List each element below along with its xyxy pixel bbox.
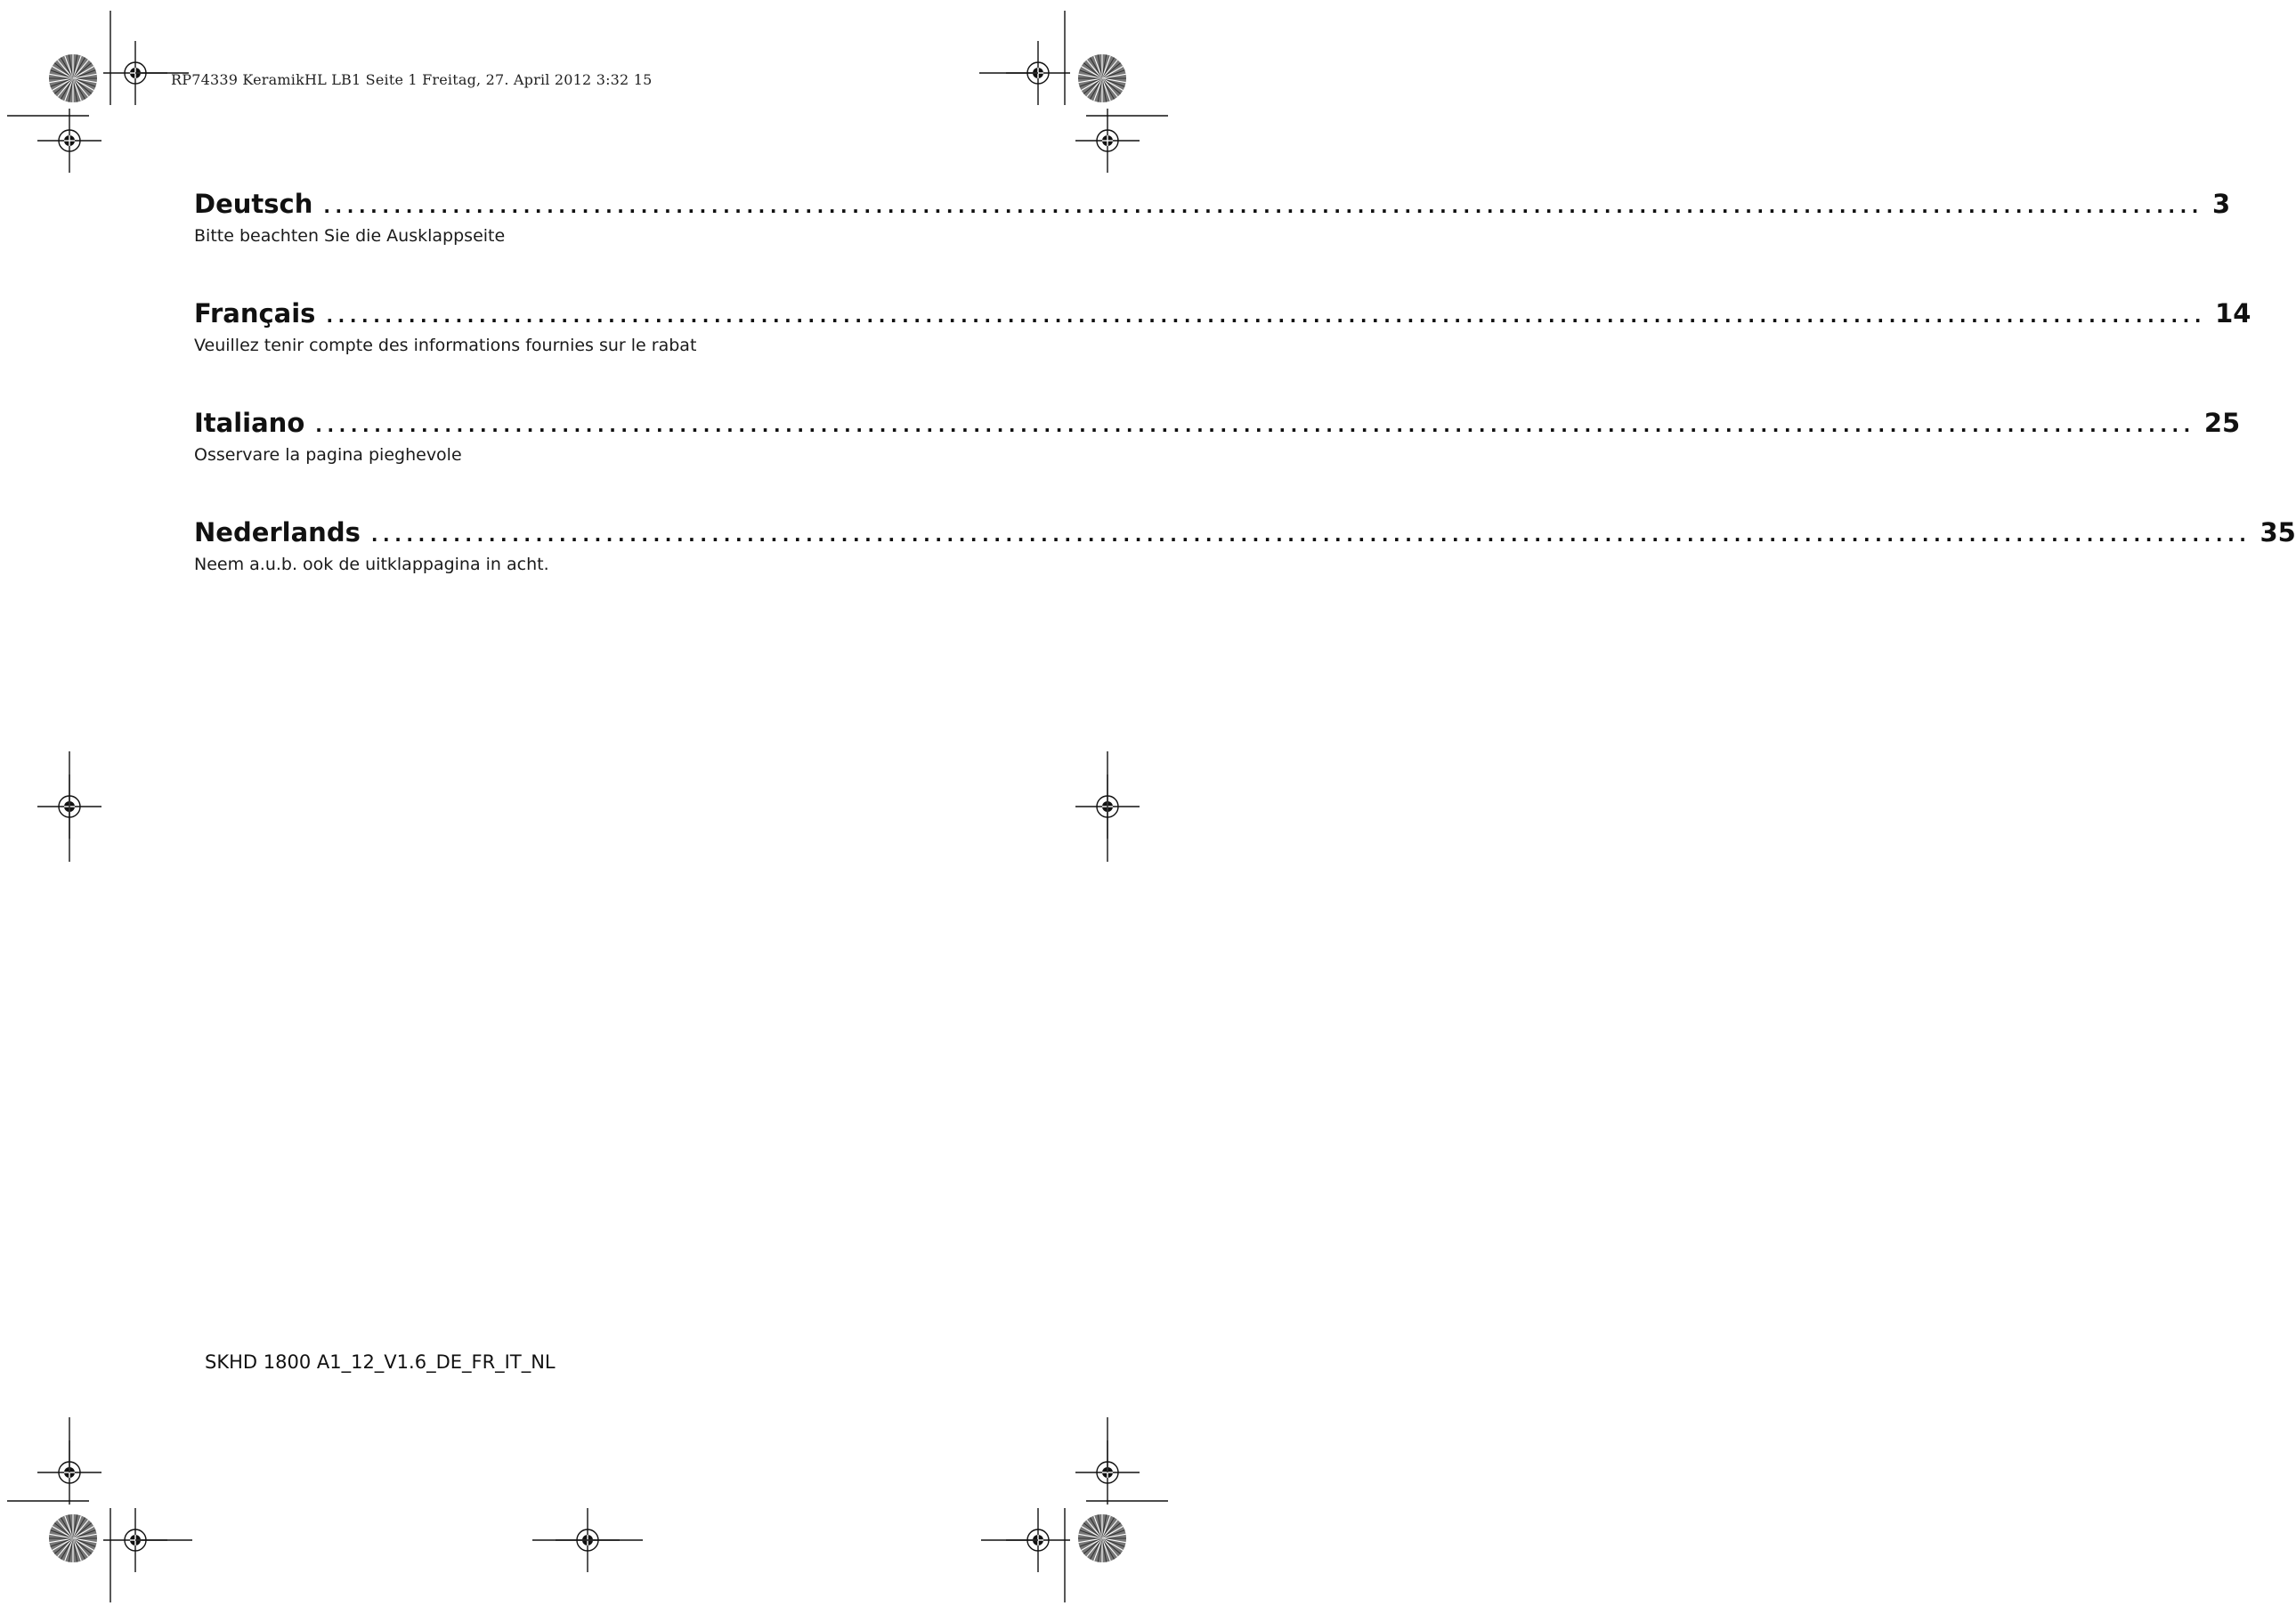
starburst-mark-top-left — [49, 54, 97, 102]
dot-leader: ................................................................................................................................................................ — [326, 305, 2207, 327]
toc-entry-nederlands — [194, 517, 2296, 574]
registration-target — [37, 1440, 101, 1505]
toc-entry-deutsch — [194, 189, 2231, 246]
dot-leader: ................................................................................................................................................................ — [370, 524, 2251, 546]
dot-leader: ................................................................................................................................................................ — [315, 415, 2195, 436]
toc-line — [194, 517, 2296, 553]
toc-page-number: 3 — [2211, 189, 2231, 219]
toc-page-number: 35 — [2259, 517, 2296, 548]
toc-entry-francais — [194, 298, 2251, 355]
print-header: RP74339 KeramikHL LB1 Seite 1 Freitag, 27. April 2012 3:32 15 — [171, 71, 653, 88]
toc-language: Deutsch — [194, 189, 313, 219]
starburst-mark-top-right — [1078, 54, 1126, 102]
toc-page-number: 25 — [2203, 408, 2241, 438]
toc-line — [194, 408, 2241, 443]
toc-line — [194, 298, 2251, 334]
registration-target — [1075, 109, 1140, 173]
registration-target — [1075, 1440, 1140, 1505]
toc-note: Osservare la pagina pieghevole — [194, 445, 462, 465]
registration-target — [103, 1508, 167, 1572]
registration-target — [1006, 1508, 1070, 1572]
toc-entry-italiano — [194, 408, 2241, 465]
toc-note: Bitte beachten Sie die Ausklappseite — [194, 226, 506, 246]
toc-language: Nederlands — [194, 517, 361, 548]
toc-page-number: 14 — [2215, 298, 2251, 328]
toc-language: Français — [194, 298, 316, 328]
registration-target — [1006, 41, 1070, 105]
registration-target — [37, 775, 101, 839]
toc-line — [194, 189, 2231, 224]
toc-note: Neem a.u.b. ook de uitklappagina in acht. — [194, 555, 549, 574]
registration-target — [37, 109, 101, 173]
document-code: SKHD 1800 A1_12_V1.6_DE_FR_IT_NL — [205, 1351, 556, 1373]
starburst-mark-bottom-right — [1078, 1514, 1126, 1562]
toc-note: Veuillez tenir compte des informations fournies sur le rabat — [194, 336, 697, 355]
registration-target — [1075, 775, 1140, 839]
registration-target — [103, 41, 167, 105]
registration-target — [556, 1508, 620, 1572]
dot-leader: ................................................................................................................................................................ — [323, 196, 2203, 217]
starburst-mark-bottom-left — [49, 1514, 97, 1562]
toc-language: Italiano — [194, 408, 305, 438]
